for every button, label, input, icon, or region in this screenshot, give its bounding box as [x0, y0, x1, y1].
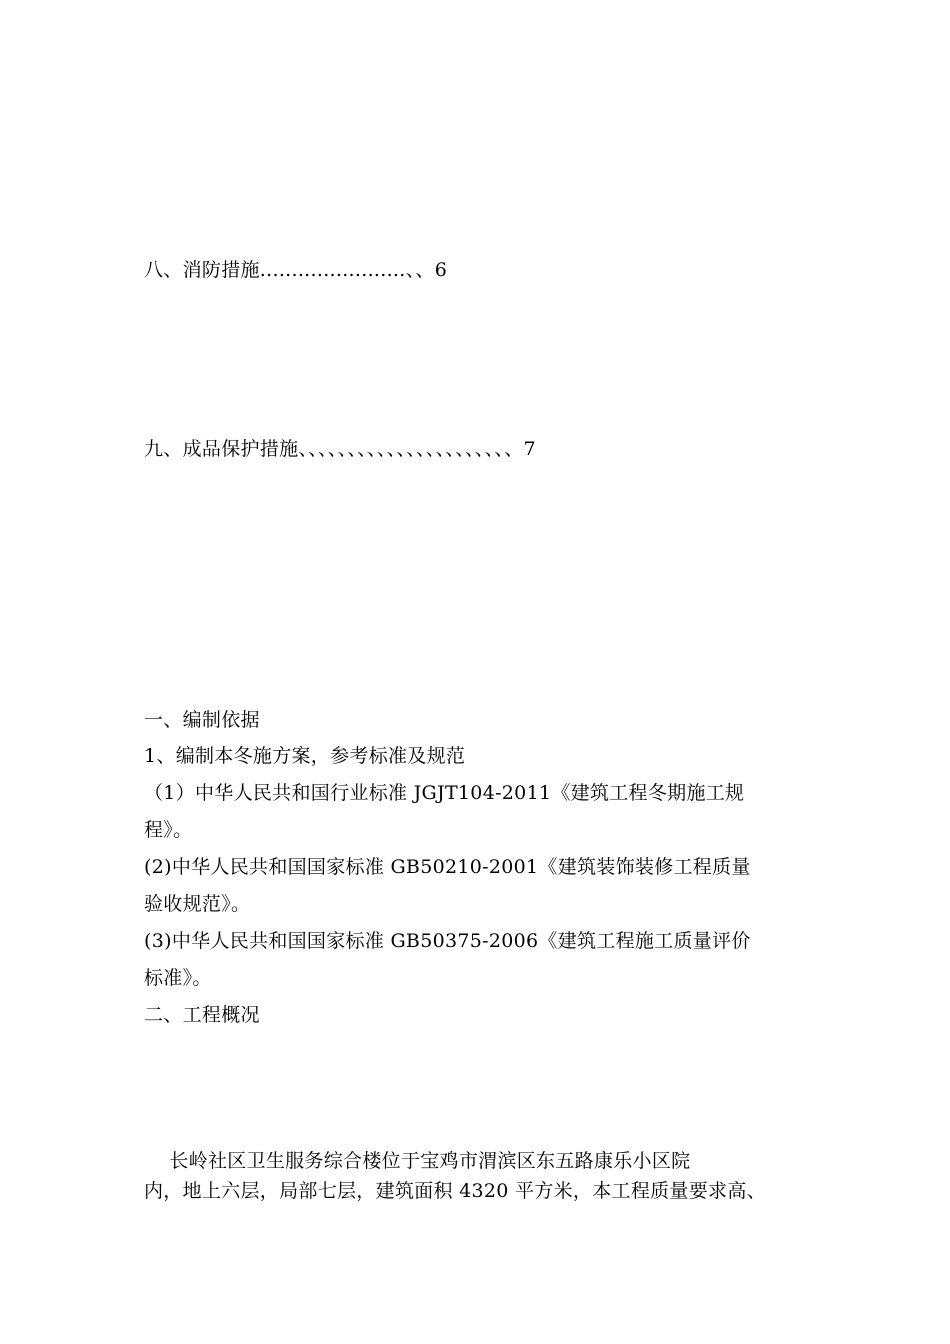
toc-entry-fire-protection: 八、消防措施.......................、、6	[144, 259, 448, 281]
overview-paragraph-line-1: 长岭社区卫生服务综合楼位于宝鸡市渭滨区东五路康乐小区院	[144, 1150, 691, 1172]
reference-3-line-1: (3)中华人民共和国国家标准 GB50375-2006《建筑工程施工质量评价	[144, 930, 751, 952]
reference-1-line-2: 程》。	[144, 819, 193, 841]
overview-paragraph-line-2: 内，地上六层，局部七层，建筑面积 4320 平方米，本工程质量要求高、	[144, 1180, 766, 1202]
section-heading-basis: 一、编制依据	[144, 709, 260, 731]
subsection-heading-standards: 1、编制本冬施方案，参考标准及规范	[144, 745, 466, 767]
reference-2-line-2: 验收规范》。	[144, 893, 251, 915]
reference-1-line-1: （1）中华人民共和国行业标准 JGJT104-2011《建筑工程冬期施工规	[144, 782, 745, 804]
reference-2-line-1: (2)中华人民共和国国家标准 GB50210-2001《建筑装饰装修工程质量	[144, 856, 751, 878]
reference-3-line-2: 标准》。	[144, 967, 212, 989]
section-heading-overview: 二、工程概况	[144, 1004, 260, 1026]
toc-entry-product-protection: 九、成品保护措施、、、、、、、、、、、、、、、、、、、、、、7	[144, 438, 536, 460]
